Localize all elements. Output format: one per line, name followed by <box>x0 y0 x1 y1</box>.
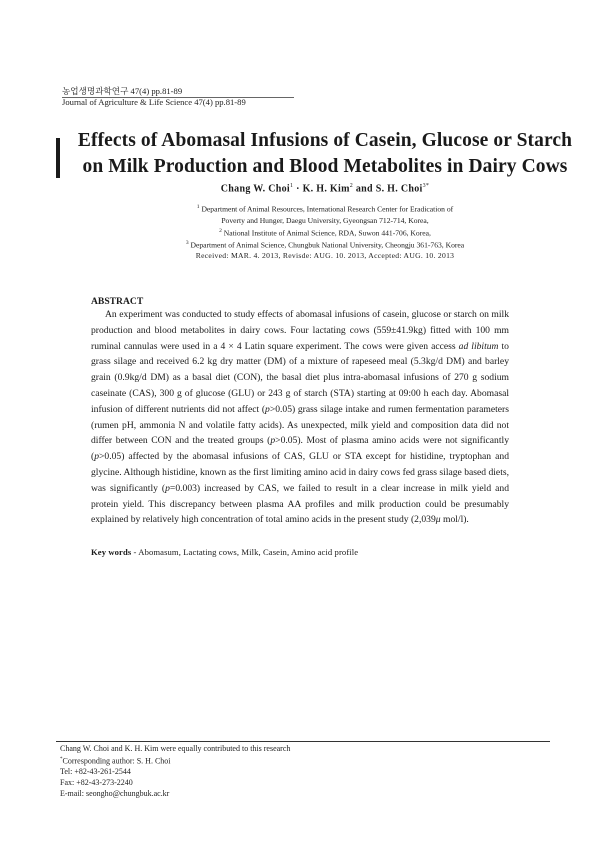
author-separator: · <box>296 183 300 195</box>
footnotes <box>60 744 290 800</box>
author-2-affiliation-mark: 2 <box>349 183 354 189</box>
p-value-symbol: p <box>270 435 276 447</box>
affiliation-mark: 1 <box>196 204 200 210</box>
author-2: K. H. Kim <box>302 183 350 195</box>
affiliation-text: National Institute of Animal Science, RDA, Suwon 441-706, Korea, <box>223 228 431 238</box>
header-divider <box>62 97 294 98</box>
keywords-list: - Abomasum, Lactating cows, Milk, Casein, Amino acid profile <box>131 547 359 557</box>
affiliations <box>60 202 590 251</box>
affiliation-mark: 3 <box>185 240 189 247</box>
author-3: S. H. Choi <box>375 183 423 195</box>
affiliation-line <box>60 226 590 239</box>
author-1-affiliation-mark: 1 <box>290 183 294 189</box>
fax: Fax: +82-43-273-2240 <box>60 778 133 788</box>
abstract-text: >0.05) grass silage intake and rumen fermentation parameters (rumen pH, ammonia N and volatile fatty acids). As unexpected, milk yield and composition data did not differ between CON and the treated groups ( <box>91 403 509 447</box>
keywords-label: Key words <box>91 547 132 557</box>
affiliation-mark: 2 <box>219 227 222 234</box>
affiliation-text: Poverty and Hunger, Daegu University, Gyeongsan 712-714, Korea, <box>221 215 429 225</box>
abstract-text: >0.05) affected by the abomasal infusions of CAS, GLU or STA except for histidine, tryptophan and glycine. Although histidine, known as the first limiting amino acid in dairy cows fed grass silage based diets, was significantly ( <box>91 451 509 494</box>
equal-contribution-note: Chang W. Choi and K. H. Kim were equally contributed to this research <box>60 744 291 753</box>
affiliation-text: Department of Animal Resources, International Research Center for Eradication of <box>201 204 454 214</box>
affiliation-text: Department of Animal Science, Chungbuk National University, Cheongju 361-763, Korea <box>190 240 465 250</box>
affiliation-line <box>60 215 590 226</box>
p-value-symbol: p <box>165 482 170 494</box>
abstract-text: to grass silage and received 6.2 kg dry matter (DM) of a mixture of rapeseed meal (5.3kg/d DM) and barley grain (0.9kg/d DM) as a basal diet (CON), the basal diet plus intra-abomasal infusions of 270 g sodium caseinate (CAS), 300 g of glucose (GLU) or 243 g of starch (STA) starting at 09:00 h each day. Abomasal infusion of different nutrients did not affect ( <box>91 340 509 415</box>
abstract-text: mol/l). <box>440 514 469 526</box>
telephone: Tel: +82-43-261-2544 <box>60 767 131 777</box>
abstract-body <box>91 307 509 528</box>
corresponding-author-note <box>60 755 290 768</box>
abstract-heading: ABSTRACT <box>91 296 144 307</box>
title-line-1: Effects of Abomasal Infusions of Casein, Glucose or Starch <box>77 130 573 151</box>
author-1: Chang W. Choi <box>220 183 290 195</box>
email: E-mail: seongho@chungbuk.ac.kr <box>60 789 170 799</box>
abstract-text: >0.05). Most of plasma amino acids were not significantly ( <box>91 435 509 463</box>
affiliation-line <box>60 238 590 251</box>
abstract-italic-term: ad libitum <box>458 340 499 352</box>
abstract-text: An experiment was conducted to study effects of abomasal infusions of casein, glucose or starch on milk production and blood metabolites in dairy cows. Four lactating cows (559±41.9kg) fitted with 100 mm ruminal cannulas were used in a 4 × 4 Latin square experiment. The cows were given access <box>91 309 509 352</box>
micro-symbol: μ <box>435 514 441 526</box>
paper-title <box>60 128 590 180</box>
abstract-text: =0.003) increased by CAS, we failed to result in a clear increase in milk yield and protein yield. This discrepancy between plasma AA profiles and milk production could be presumably explained by relatively high concentration of total amino acids in the present study (2,039 <box>91 482 509 526</box>
corresponding-mark: * <box>60 756 63 762</box>
p-value-symbol: p <box>265 403 270 415</box>
journal-name-english: Journal of Agriculture & Life Science 47(4) pp.81-89 <box>62 97 246 107</box>
author-list <box>60 183 590 194</box>
title-line-2: on Milk Production and Blood Metabolites in Dairy Cows <box>82 156 568 177</box>
keywords <box>91 547 358 557</box>
footnote-divider <box>56 741 550 742</box>
affiliation-line <box>60 202 590 215</box>
author-3-affiliation-mark: 3* <box>422 183 430 189</box>
p-value-symbol: p <box>94 451 99 463</box>
received-dates: Received: MAR. 4. 2013, Revisde: AUG. 10. 2013, Accepted: AUG. 10. 2013 <box>195 251 455 260</box>
journal-name-korean: 농업생명과학연구 47(4) pp.81-89 <box>62 86 183 96</box>
author-conjunction: and <box>355 183 373 195</box>
corresponding-author: Corresponding author: S. H. Choi <box>62 756 171 766</box>
